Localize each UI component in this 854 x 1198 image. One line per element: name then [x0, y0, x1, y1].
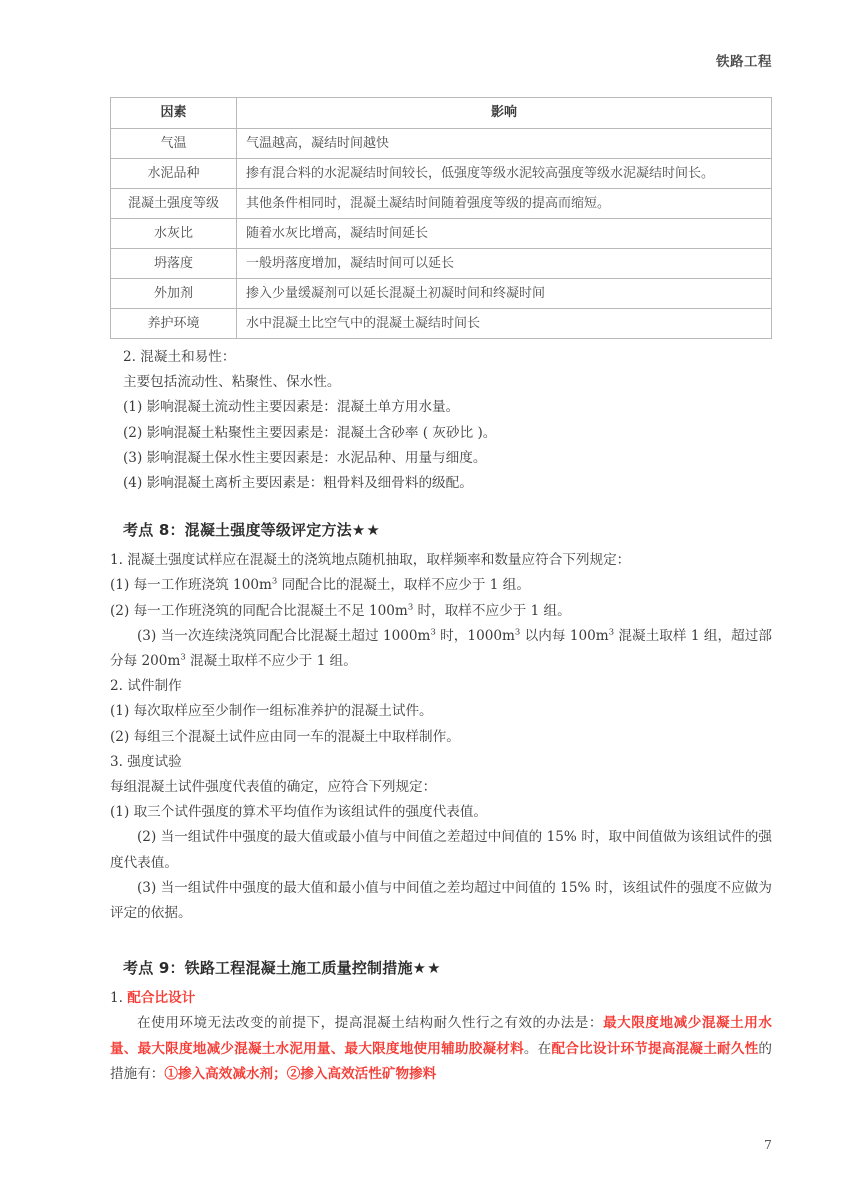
k8-item3-text-e: 混凝土取样不应少于 1 组。: [185, 653, 357, 670]
k8-item3-text-b: 时，1000m: [435, 627, 515, 644]
k8-item3-superscript-1: 3: [430, 626, 436, 637]
kaodian-9-title: 考点 9：铁路工程混凝土施工质量控制措施: [123, 959, 413, 978]
cell-effect: 随着水灰比增高，凝结时间延长: [237, 219, 772, 249]
k9-sub1-heading-red: 配合比设计: [127, 990, 196, 1007]
table-row: [111, 309, 772, 339]
cell-factor: 养护环境: [111, 309, 237, 339]
page-number: 7: [764, 1137, 772, 1152]
k9-durability-paragraph: [110, 1011, 772, 1087]
k9-para-text-1: 在使用环境无法改变的前提下，提高混凝土结构耐久性行之有效的办法是：: [137, 1015, 604, 1032]
heading-kaodian-9: [110, 956, 772, 980]
heading-kaodian-8: [110, 518, 772, 542]
table-row: [111, 129, 772, 159]
cell-effect: 掺有混合料的水泥凝结时间较长，低强度等级水泥较高强度等级水泥凝结时间长。: [237, 159, 772, 189]
k8-sub1-item-2: [110, 599, 772, 624]
workability-intro: 主要包括流动性、粘聚性、保水性。: [123, 374, 341, 391]
k8-item3-superscript-2: 3: [514, 626, 521, 637]
cell-factor: 坍落度: [111, 249, 237, 279]
cell-factor: 水泥品种: [111, 159, 237, 189]
k8-item3-text-d: 混凝土取样 1 组，超过部分每 200m: [110, 627, 772, 670]
kaodian-8-stars: ★★: [351, 521, 381, 540]
column-header-factor: 因素: [111, 98, 237, 129]
k8-item2-text-a: (2) 每一工作班浇筑的同配合比混凝土不足 100m: [110, 602, 408, 619]
k8-item1-text-a: (1) 每一工作班浇筑 100m: [110, 577, 272, 594]
k8-item3-superscript-4: 3: [180, 651, 186, 662]
cell-effect: 水中混凝土比空气中的混凝土凝结时间长: [237, 309, 772, 339]
k9-para-red-3: ①掺入高效减水剂；②掺入高效活性矿物掺料: [164, 1065, 437, 1082]
cell-factor: 水灰比: [111, 219, 237, 249]
workability-item-4: (4) 影响混凝土离析主要因素是：粗骨料及细骨料的级配。: [123, 475, 473, 492]
table-row: [111, 189, 772, 219]
cell-effect: 一般坍落度增加，凝结时间可以延长: [237, 249, 772, 279]
k8-item3-text-c: 以内每 100m: [520, 627, 609, 644]
table-row: [111, 219, 772, 249]
cell-effect: 掺入少量缓凝剂可以延长混凝土初凝时间和终凝时间: [237, 279, 772, 309]
kaodian-8-title: 考点 8：混凝土强度等级评定方法: [123, 521, 352, 540]
column-header-effect: 影响: [237, 98, 772, 129]
page-content: [110, 97, 772, 1087]
k9-para-text-2: 。在: [523, 1040, 552, 1057]
k8-item1-superscript: 3: [271, 575, 278, 586]
k9-para-text-3: 的措施有：: [110, 1040, 772, 1082]
table-row: [111, 159, 772, 189]
table-row: [111, 279, 772, 309]
cell-factor: 混凝土强度等级: [111, 189, 237, 219]
k8-sub2-item-1: (1) 每次取样应至少制作一组标准养护的混凝土试件。: [110, 703, 433, 720]
k8-sub3-item-3: (3) 当一组试件中强度的最大值和最小值与中间值之差均超过中间值的 15% 时，该组试件的强度不应做为评定的依据。: [110, 879, 772, 922]
k9-sub1-heading: [110, 986, 772, 1011]
table-header-row: [111, 98, 772, 129]
workability-item-1: (1) 影响混凝土流动性主要因素是：混凝土单方用水量。: [123, 399, 460, 416]
k8-sub1-item-3: [110, 624, 772, 674]
k8-sub1-heading: 1. 混凝土强度试样应在混凝土的浇筑地点随机抽取，取样频率和数量应符合下列规定：: [110, 552, 631, 569]
k9-sub1-number: 1.: [110, 990, 128, 1007]
k8-sub3-heading: 3. 强度试验: [110, 753, 182, 770]
cell-factor: 外加剂: [111, 279, 237, 309]
k8-item3-text-a: (3) 当一次连续浇筑同配合比混凝土超过 1000m: [137, 627, 431, 644]
k8-item1-text-b: 同配合比的混凝土，取样不应少于 1 组。: [277, 577, 530, 594]
k8-sub2-heading: 2. 试件制作: [110, 678, 182, 695]
workability-item-3: (3) 影响混凝土保水性主要因素是：水泥品种、用量与细度。: [123, 449, 487, 466]
workability-heading: 2. 混凝土和易性：: [123, 349, 236, 365]
k8-item2-text-b: 时，取样不应少于 1 组。: [413, 602, 571, 619]
kaodian-9-stars: ★★: [412, 959, 442, 978]
k8-sub1-item-1: [110, 573, 772, 598]
k9-para-red-1: 最大限度地减少混凝土用水量、最大限度地减少混凝土水泥用量、最大限度地使用辅助胶凝材料: [110, 1015, 773, 1057]
k8-sub3-item-2: (2) 当一组试件中强度的最大值或最小值与中间值之差超过中间值的 15% 时，取中间值做为该组试件的强度代表值。: [110, 829, 772, 871]
k8-sub2-item-2: (2) 每组三个混凝土试件应由同一车的混凝土中取样制作。: [110, 728, 460, 745]
workability-item-2: (2) 影响混凝土粘聚性主要因素是：混凝土含砂率 ( 灰砂比 )。: [123, 424, 497, 441]
k8-item2-superscript: 3: [407, 601, 414, 612]
k9-para-red-2: 配合比设计环节提高混凝土耐久性: [551, 1040, 759, 1057]
setting-time-factors-table: [110, 97, 772, 339]
cell-effect: 气温越高，凝结时间越快: [237, 129, 772, 159]
k8-sub3-intro: 每组混凝土试件强度代表值的确定，应符合下列规定：: [110, 779, 437, 796]
table-row: [111, 249, 772, 279]
cell-effect: 其他条件相同时，混凝土凝结时间随着强度等级的提高而缩短。: [237, 189, 772, 219]
k8-item3-superscript-3: 3: [608, 626, 615, 637]
cell-factor: 气温: [111, 129, 237, 159]
k8-sub3-item-1: (1) 取三个试件强度的算术平均值作为该组试件的强度代表值。: [110, 804, 488, 821]
running-header: 铁路工程: [716, 54, 772, 70]
